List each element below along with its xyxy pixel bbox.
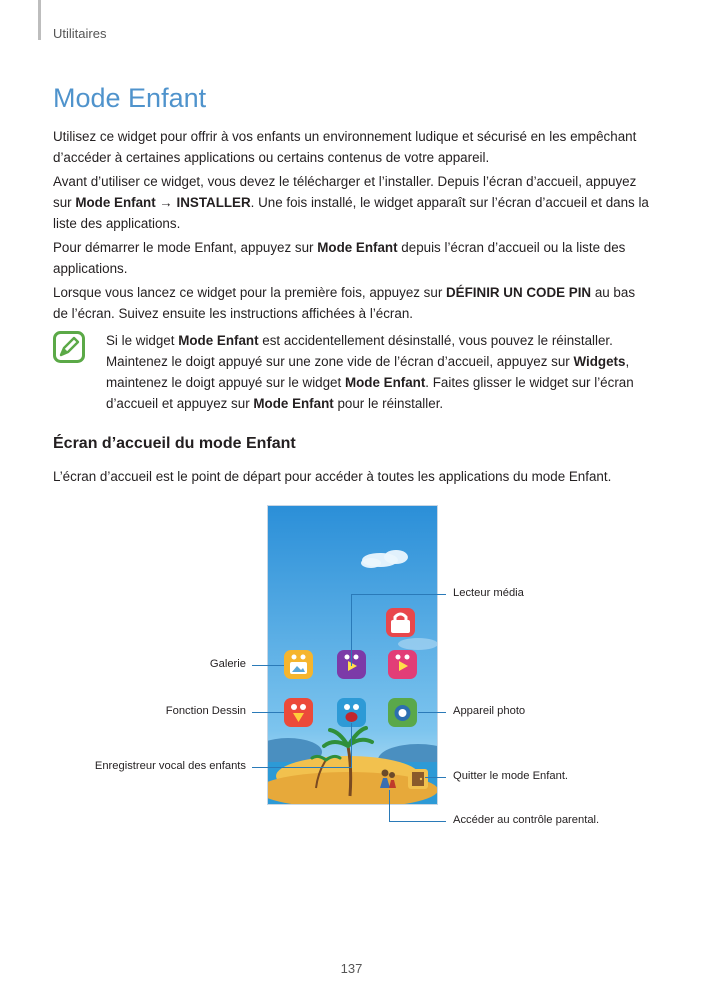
note-icon [53,331,85,363]
callout-line-parental-vertical [389,790,390,822]
callout-line-recorder-vertical [351,723,352,768]
kids-mode-screenshot [267,505,438,805]
drawing-label: Fonction Dessin [165,705,246,717]
header-rule [38,0,41,40]
mode-enfant-term: Mode Enfant [317,240,398,255]
note-text: Si le widget Mode Enfant est accidentellement désinstallé, vous pouvez le réinstaller. Maintenez le doigt appuyé sur une zone vide de l’écran d’accueil, appuyez sur Widgets, maintenez le doigt appuyé sur le widget Mode Enfant. Faites glisser le widget sur l’écran d’accueil et appuyez sur Mode Enfant pour le réinstaller. [106,333,634,411]
video-app[interactable] [388,650,417,679]
pin-paragraph: Lorsque vous lancez ce widget pour la première fois, appuyez sur DÉFINIR UN CODE PIN au bas de l’écran. Suivez ensuite les instructions affichées à l’écran. [53,285,636,321]
callout-line-parental [389,821,446,822]
exit-label: Quitter le mode Enfant. [453,770,569,782]
section-heading: Écran d’accueil du mode Enfant [53,435,296,452]
callout-line-recorder [252,767,352,768]
callout-line-exit [425,777,446,778]
camera-icon [388,698,417,727]
exit-kids-mode-button[interactable] [408,769,428,789]
exit-icon [408,769,428,789]
gallery-label: Galerie [209,658,246,670]
callout-line-media-vertical [351,594,352,666]
section-label: Utilitaires [53,26,107,41]
callout-line-gallery [252,665,284,666]
play-icon [388,650,417,679]
start-paragraph: Pour démarrer le mode Enfant, appuyez sur Mode Enfant depuis l’écran d’accueil ou la liste des applications. [53,240,626,276]
section-text: L’écran d’accueil est le point de départ pour accéder à toutes les applications du mode Enfant. [53,469,612,484]
callout-line-media [351,594,446,595]
page-number: 137 [340,961,363,976]
callout-line-camera [418,712,446,713]
media-player-label: Lecteur média [453,587,524,599]
page-title: Mode Enfant [53,83,207,113]
drawing-icon [284,698,313,727]
locked-app[interactable] [386,608,415,637]
installer-term: INSTALLER [176,195,251,210]
parental-label: Accéder au contrôle parental. [453,814,600,826]
lock-icon [386,608,415,637]
gallery-app[interactable] [284,650,313,679]
install-paragraph: Avant d’utiliser ce widget, vous devez le télécharger et l’installer. Depuis l’écran d’accueil, appuyez sur Mode Enfant → INSTALLER. Une fois installé, le widget apparaît sur l’écran d’accueil et dans la liste des applications. [53,174,649,231]
family-icon [378,768,398,790]
voice-recorder-label: Enregistreur vocal des enfants [94,760,246,772]
camera-app[interactable] [388,698,417,727]
parental-control-button[interactable] [378,768,398,790]
set-pin-term: DÉFINIR UN CODE PIN [446,285,592,300]
callout-line-drawing [252,712,284,713]
mode-enfant-term: Mode Enfant [75,195,156,210]
camera-label: Appareil photo [453,705,526,717]
intro-paragraph: Utilisez ce widget pour offrir à vos enfants un environnement ludique et sécurisé en les empêchant d’accéder à certaines applications ou certains contenus de votre appareil. [53,129,637,165]
drawing-app[interactable] [284,698,313,727]
gallery-icon [284,650,313,679]
